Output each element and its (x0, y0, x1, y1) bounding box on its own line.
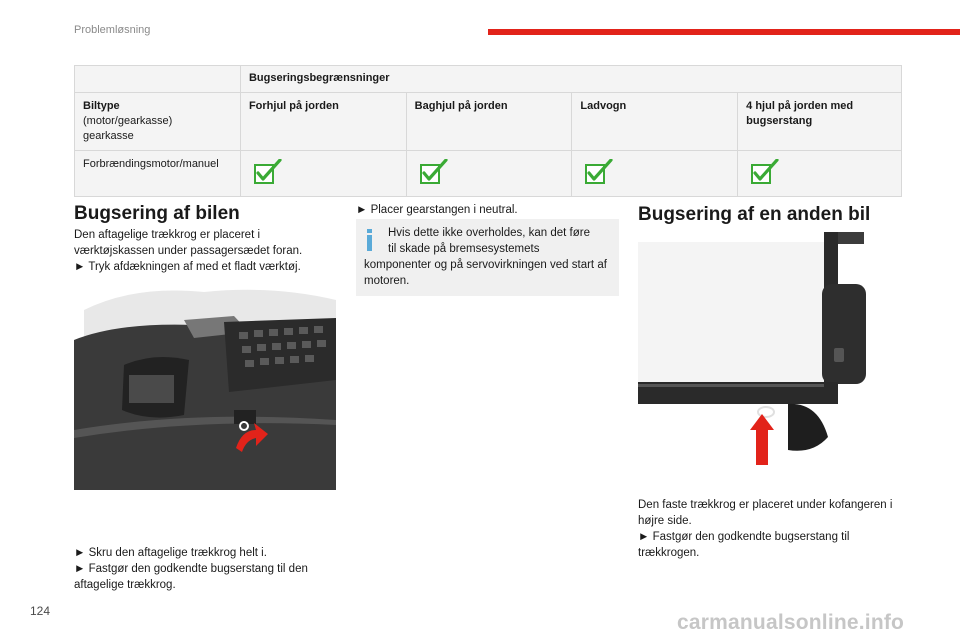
check-icon (253, 159, 283, 185)
column-header-four-wheels: 4 hjul på jorden med bugserstang (738, 93, 902, 151)
table-empty-corner (75, 66, 241, 93)
check-icon (750, 159, 780, 185)
header-red-bar (488, 29, 960, 35)
table-cell (240, 151, 406, 197)
column-header-flatbed: Ladvogn (572, 93, 738, 151)
column-header-rear-wheels: Baghjul på jorden (406, 93, 572, 151)
column-header-front-wheels: Forhjul på jorden (240, 93, 406, 151)
section-title-towing-other: Bugsering af en anden bil (638, 204, 871, 225)
table-cell (572, 151, 738, 197)
table-row (75, 151, 902, 197)
table-row (75, 93, 902, 151)
section-title-towing-car: Bugsering af bilen (74, 203, 240, 224)
instruction-step: ► Fastgør den godkendte bugserstang til trækkrogen. (638, 531, 850, 559)
info-icon (365, 229, 375, 251)
note-text: komponenter og på servovirkningen ved start af motoren. (364, 259, 607, 287)
page-number: 124 (30, 604, 51, 618)
row-header-subtitle: (motor/gearkasse) (83, 115, 173, 127)
table-cell (406, 151, 572, 197)
note-line-1: Hvis dette ikke overholdes, kan det føre (388, 227, 590, 239)
table-row-header (75, 93, 241, 151)
row-header-subtitle-2: gearkasse (83, 130, 134, 142)
instruction-step: ► Placer gearstangen i neutral. (356, 204, 518, 216)
instruction-step: ► Fastgør den godkendte bugserstang til den aftagelige trækkrog. (74, 563, 308, 591)
rear-bumper-image (638, 232, 866, 468)
table-caption: Bugseringsbegrænsninger (240, 66, 901, 93)
check-icon (584, 159, 614, 185)
table-cell (738, 151, 902, 197)
table-row (75, 66, 902, 93)
warning-note (356, 219, 619, 296)
check-icon (419, 159, 449, 185)
front-bumper-image (74, 280, 336, 490)
instruction-step: ► Tryk afdækningen af med et fladt værktøj. (74, 261, 301, 273)
row-label: Forbrændingsmotor/manuel (75, 151, 241, 197)
intro-text: Den aftagelige trækkrog er placeret i værktøjskassen under passagersædet foran. (74, 229, 303, 257)
towing-limits-table (74, 65, 902, 197)
fixed-hook-text: Den faste trækkrog er placeret under kofangeren i højre side. (638, 499, 893, 527)
section-header: Problemløsning (74, 24, 151, 36)
row-header-title: Biltype (83, 100, 120, 112)
instruction-step: ► Skru den aftagelige trækkrog helt i. (74, 547, 267, 559)
watermark: carmanualsonline.info (677, 611, 905, 634)
note-line-2: til skade på bremsesystemets (388, 243, 540, 255)
